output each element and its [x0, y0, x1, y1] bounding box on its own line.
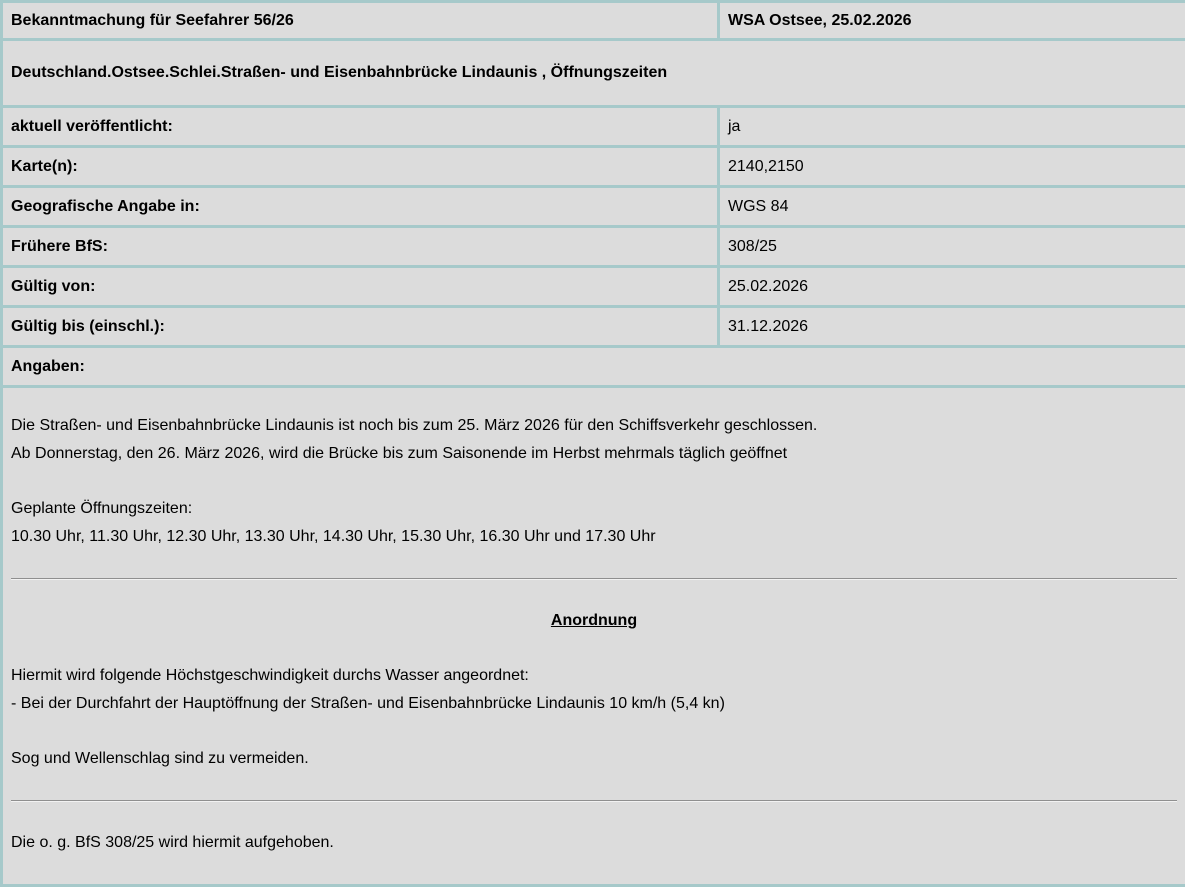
field-value-valid-from: 25.02.2026 — [719, 267, 1185, 307]
caution-paragraph: Sog und Wellenschlag sind zu vermeiden. — [11, 745, 1177, 773]
details-label-row — [2, 347, 1185, 387]
field-value-published: ja — [719, 107, 1185, 147]
notice-subject: Deutschland.Ostsee.Schlei.Straßen- und Eisenbahnbrücke Lindaunis , Öffnungszeiten — [2, 40, 1185, 107]
section-heading — [11, 607, 1177, 635]
field-value-charts: 2140,2150 — [719, 147, 1185, 187]
section-divider-top — [11, 578, 1177, 580]
details-body — [2, 387, 1185, 886]
schedule-intro: Geplante Öffnungszeiten: — [11, 500, 192, 517]
field-value-previous-bfs: 308/25 — [719, 227, 1185, 267]
closure-line-1: Die Straßen- und Eisenbahnbrücke Lindaunis ist noch bis zum 25. März 2026 für den Schiffsverkehr geschlossen. — [11, 417, 817, 434]
field-row-valid-until — [2, 307, 1185, 347]
order-line-1: Hiermit wird folgende Höchstgeschwindigkeit durchs Wasser angeordnet: — [11, 667, 529, 684]
order-line-2: - Bei der Durchfahrt der Hauptöffnung der Straßen- und Eisenbahnbrücke Lindaunis 10 km/h (5,4 kn) — [11, 695, 725, 712]
field-label-charts: Karte(n): — [2, 147, 719, 187]
details-label: Angaben: — [2, 347, 1185, 387]
field-row-previous-bfs — [2, 227, 1185, 267]
field-row-published — [2, 107, 1185, 147]
order-paragraph — [11, 662, 1177, 718]
closure-line-2: Ab Donnerstag, den 26. März 2026, wird die Brücke bis zum Saisonende im Herbst mehrmals täglich geöffnet — [11, 445, 787, 462]
notice-issuer-date: WSA Ostsee, 25.02.2026 — [719, 2, 1185, 40]
field-row-geodetic-datum — [2, 187, 1185, 227]
subject-row — [2, 40, 1185, 107]
field-row-charts — [2, 147, 1185, 187]
field-row-valid-from — [2, 267, 1185, 307]
header-row — [2, 2, 1185, 40]
field-label-valid-from: Gültig von: — [2, 267, 719, 307]
field-label-geodetic-datum: Geografische Angabe in: — [2, 187, 719, 227]
section-divider-bottom — [11, 800, 1177, 802]
schedule-times: 10.30 Uhr, 11.30 Uhr, 12.30 Uhr, 13.30 Uhr, 14.30 Uhr, 15.30 Uhr, 16.30 Uhr und 17.30 Uhr — [11, 528, 656, 545]
field-value-valid-until: 31.12.2026 — [719, 307, 1185, 347]
notice-title: Bekanntmachung für Seefahrer 56/26 — [2, 2, 719, 40]
section-heading-text: Anordnung — [551, 612, 637, 629]
details-body-row — [2, 387, 1185, 886]
revocation-paragraph: Die o. g. BfS 308/25 wird hiermit aufgehoben. — [11, 829, 1177, 857]
closure-paragraph — [11, 412, 1177, 468]
field-label-previous-bfs: Frühere BfS: — [2, 227, 719, 267]
field-label-valid-until: Gültig bis (einschl.): — [2, 307, 719, 347]
schedule-paragraph — [11, 495, 1177, 551]
field-label-published: aktuell veröffentlicht: — [2, 107, 719, 147]
field-value-geodetic-datum: WGS 84 — [719, 187, 1185, 227]
